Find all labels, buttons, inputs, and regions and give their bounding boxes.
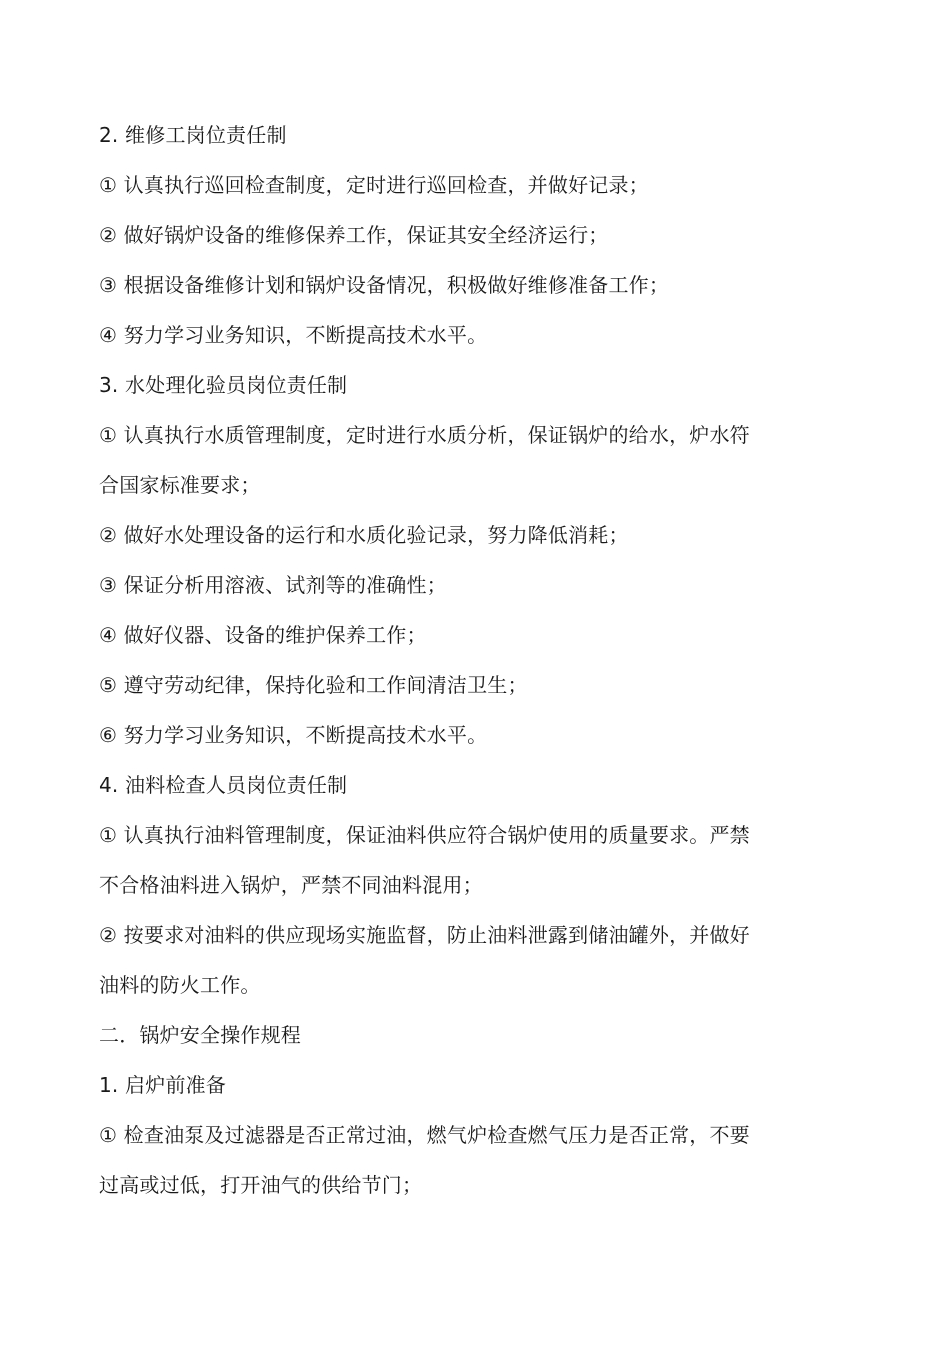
list-item-continuation: 过高或过低，打开油气的供给节门； — [99, 1173, 423, 1197]
list-item-continuation: 不合格油料进入锅炉，严禁不同油料混用； — [99, 873, 483, 897]
list-item: ② 做好水处理设备的运行和水质化验记录，努力降低消耗； — [99, 523, 629, 547]
list-item: ③ 保证分析用溶液、试剂等的准确性； — [99, 573, 447, 597]
list-item: ① 认真执行巡回检查制度，定时进行巡回检查，并做好记录； — [99, 173, 649, 197]
list-item: ① 检查油泵及过滤器是否正常过油，燃气炉检查燃气压力是否正常，不要 — [99, 1123, 750, 1147]
list-item: ① 认真执行油料管理制度，保证油料供应符合锅炉使用的质量要求。严禁 — [99, 823, 750, 847]
document-body — [99, 110, 799, 1210]
list-item: ② 做好锅炉设备的维修保养工作，保证其安全经济运行； — [99, 223, 609, 247]
list-item: ② 按要求对油料的供应现场实施监督，防止油料泄露到储油罐外，并做好 — [99, 923, 750, 947]
section-heading-pre-start-preparation: 1. 启炉前准备 — [99, 1073, 227, 1097]
list-item: ④ 做好仪器、设备的维护保养工作； — [99, 623, 427, 647]
section-heading-fuel-inspection-duty: 4. 油料检查人员岗位责任制 — [99, 773, 348, 797]
list-item: ③ 根据设备维修计划和锅炉设备情况，积极做好维修准备工作； — [99, 273, 670, 297]
section-heading-maintenance-duty: 2. 维修工岗位责任制 — [99, 123, 287, 147]
chapter-heading-boiler-safety: 二．锅炉安全操作规程 — [99, 1023, 301, 1047]
section-heading-water-treatment-duty: 3. 水处理化验员岗位责任制 — [99, 373, 348, 397]
list-item: ⑤ 遵守劳动纪律，保持化验和工作间清洁卫生； — [99, 673, 528, 697]
list-item: ⑥ 努力学习业务知识，不断提高技术水平。 — [99, 723, 488, 747]
list-item: ① 认真执行水质管理制度，定时进行水质分析，保证锅炉的给水，炉水符 — [99, 423, 750, 447]
list-item: ④ 努力学习业务知识，不断提高技术水平。 — [99, 323, 488, 347]
list-item-continuation: 油料的防火工作。 — [99, 973, 261, 997]
list-item-continuation: 合国家标准要求； — [99, 473, 261, 497]
